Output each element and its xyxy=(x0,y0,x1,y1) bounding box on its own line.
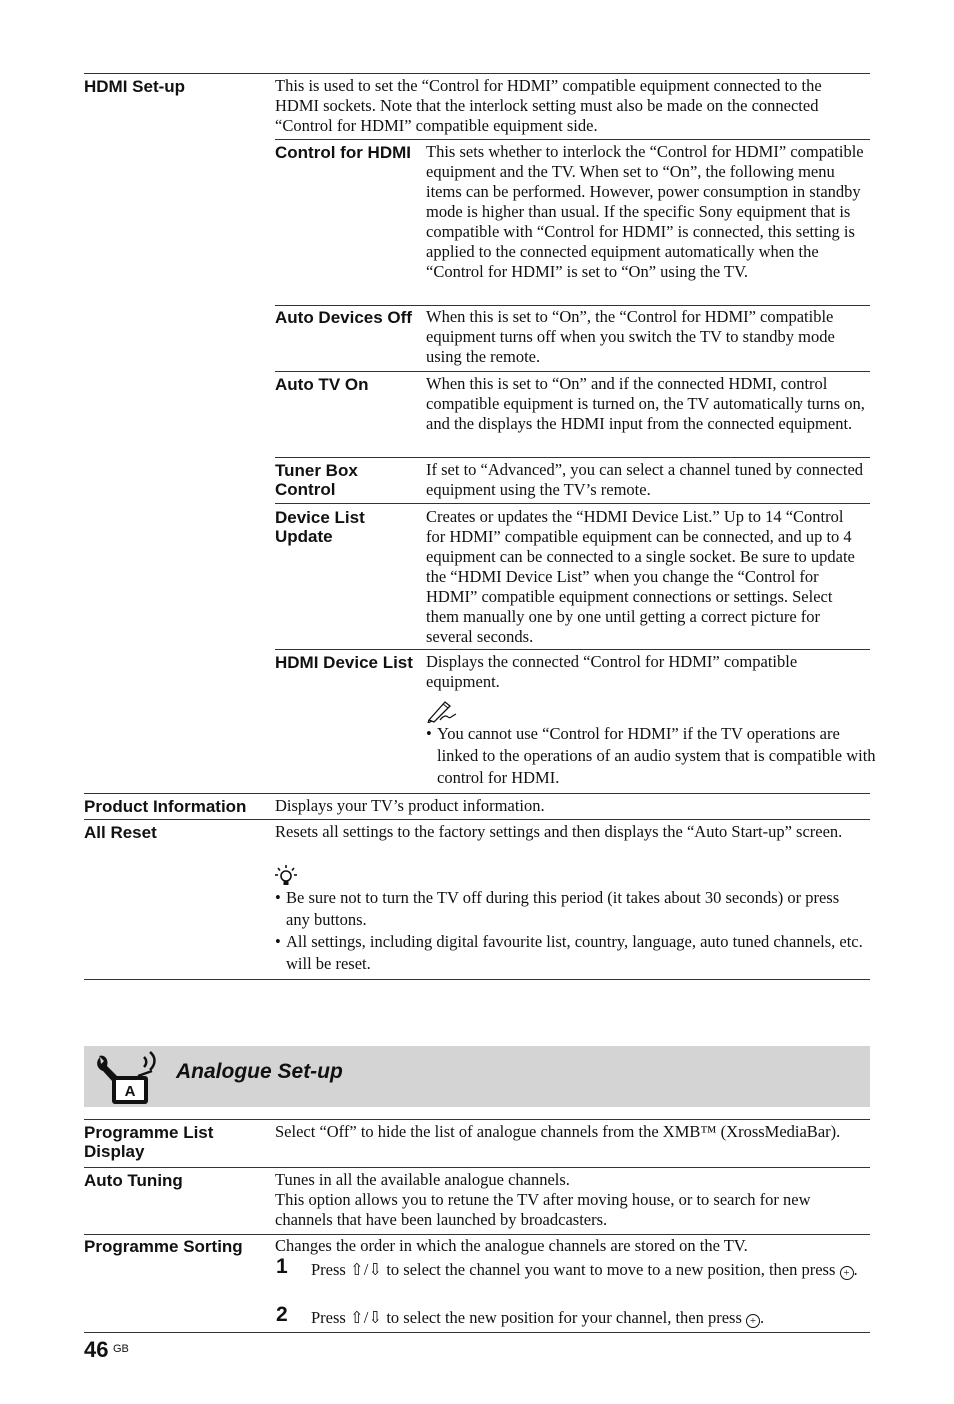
rule-hdmi-device-list xyxy=(275,649,870,650)
rule-bottom-analogue-table xyxy=(84,1332,870,1333)
auto-devices-off-description: When this is set to “On”, the “Control for HDMI” compatible equipment turns off when you switch the TV to standby mode using the remote. xyxy=(426,307,835,366)
rule-auto-devices-off xyxy=(275,305,870,306)
enter-button-icon: + xyxy=(746,1314,760,1328)
rule-tuner-box-control xyxy=(275,457,870,458)
enter-button-icon: + xyxy=(840,1266,854,1280)
page-number: 46 xyxy=(84,1337,109,1362)
step-text xyxy=(311,1307,867,1329)
control-for-hdmi-label: Control for HDMI xyxy=(275,143,411,162)
hdmi-setup-label: HDMI Set-up xyxy=(84,77,186,96)
hdmi-device-list-label: HDMI Device List xyxy=(275,653,413,672)
step-text-part: . xyxy=(853,1260,858,1279)
step-number: 2 xyxy=(276,1303,288,1326)
hdmi-device-list-note xyxy=(426,723,877,789)
note-pencil-icon xyxy=(426,699,460,723)
step-text-part: . xyxy=(760,1308,765,1327)
all-reset-description: Resets all settings to the factory settings and then displays the “Auto Start-up” screen. xyxy=(275,822,843,841)
auto-tv-on-description: When this is set to “On” and if the connected HDMI, control compatible equipment is turned on, the TV automatically turns on, and the displays the HDMI input from the connected equipment. xyxy=(426,374,865,433)
rule-bottom-hdmi-table xyxy=(84,979,870,980)
step-number: 1 xyxy=(276,1255,288,1278)
all-reset-label: All Reset xyxy=(84,823,157,842)
step-text-part: Press ⇧/⇩ to select the new position for your channel, then press xyxy=(311,1308,747,1327)
rule-device-list-update xyxy=(275,503,870,504)
step-text xyxy=(311,1259,867,1281)
auto-devices-off-label: Auto Devices Off xyxy=(275,308,412,327)
auto-tuning-label: Auto Tuning xyxy=(84,1171,183,1190)
rule-top xyxy=(84,73,870,74)
auto-tv-on-label: Auto TV On xyxy=(275,375,369,394)
tip-lightbulb-icon xyxy=(275,864,297,888)
analogue-setup-icon-letter: A xyxy=(124,1083,136,1100)
device-list-update-description: Creates or updates the “HDMI Device List.” Up to 14 “Control for HDMI” compatible equipment can be connected, and up to 4 equipment can be connected to a single socket. Be sure to update the “HDMI Device List” when you change the “Control for HDMI” compatible equipment connections or settings. Select them manually one by one until getting a correct picture for several seconds. xyxy=(426,507,855,646)
tuner-box-control-description: If set to “Advanced”, you can select a channel tuned by connected equipment using the TV’s remote. xyxy=(426,460,864,499)
programme-sorting-label: Programme Sorting xyxy=(84,1237,243,1256)
analogue-setup-header xyxy=(84,1046,870,1107)
all-reset-tip-text: All settings, including digital favourite list, country, language, auto tuned channels, etc. will be reset. xyxy=(286,932,863,973)
programme-list-display-description: Select “Off” to hide the list of analogue channels from the XMB™ (XrossMediaBar). xyxy=(275,1122,841,1141)
programme-sorting-description: Changes the order in which the analogue channels are stored on the TV. xyxy=(275,1236,748,1255)
programme-list-display-label: Programme List Display xyxy=(84,1123,214,1161)
rule-auto-tuning xyxy=(84,1167,870,1168)
analogue-setup-icon xyxy=(94,1051,162,1105)
auto-tuning-description-line: This option allows you to retune the TV after moving house, or to search for new channels that have been launched by broadcasters. xyxy=(275,1190,811,1229)
page-language-code: GB xyxy=(113,1343,129,1355)
all-reset-tips xyxy=(275,887,867,975)
hdmi-device-list-description: Displays the connected “Control for HDMI” compatible equipment. xyxy=(426,652,798,691)
control-for-hdmi-description: This sets whether to interlock the “Control for HDMI” compatible equipment and the TV. When set to “On”, the following menu items can be performed. However, power consumption in standby mode is higher than usual. If the specific Sony equipment that is compatible with “Control for HDMI” is connected, this setting is applied to the connected equipment automatically when the “Control for HDMI” is set to “On” using the TV. xyxy=(426,142,864,281)
product-information-label: Product Information xyxy=(84,797,247,816)
auto-tuning-description-line: Tunes in all the available analogue channels. xyxy=(275,1170,570,1189)
rule-programme-sorting xyxy=(84,1234,870,1235)
all-reset-tip xyxy=(275,887,867,931)
hdmi-device-list-note-text: You cannot use “Control for HDMI” if the TV operations are linked to the operations of an audio system that is compatible with control for HDMI. xyxy=(437,724,876,787)
tuner-box-control-label: Tuner Box Control xyxy=(275,461,358,499)
device-list-update-label: Device List Update xyxy=(275,508,365,546)
rule-auto-tv-on xyxy=(275,371,870,372)
rule-control-for-hdmi xyxy=(275,139,870,140)
auto-tuning-description xyxy=(275,1170,867,1230)
analogue-setup-title: Analogue Set-up xyxy=(176,1060,343,1083)
hdmi-setup-description: This is used to set the “Control for HDMI” compatible equipment connected to the HDMI sockets. Note that the interlock setting must also be made on the connected “Control for HDMI” compatible equipment side. xyxy=(275,76,822,135)
product-information-description: Displays your TV’s product information. xyxy=(275,796,545,815)
rule-all-reset xyxy=(84,819,870,820)
step-text-part: Press ⇧/⇩ to select the channel you want to move to a new position, then press xyxy=(311,1260,840,1279)
all-reset-tip xyxy=(275,931,867,975)
all-reset-tip-text: Be sure not to turn the TV off during this period (it takes about 30 seconds) or press any buttons. xyxy=(286,888,840,929)
rule-product-information xyxy=(84,793,870,794)
rule-programme-list-display xyxy=(84,1119,870,1120)
